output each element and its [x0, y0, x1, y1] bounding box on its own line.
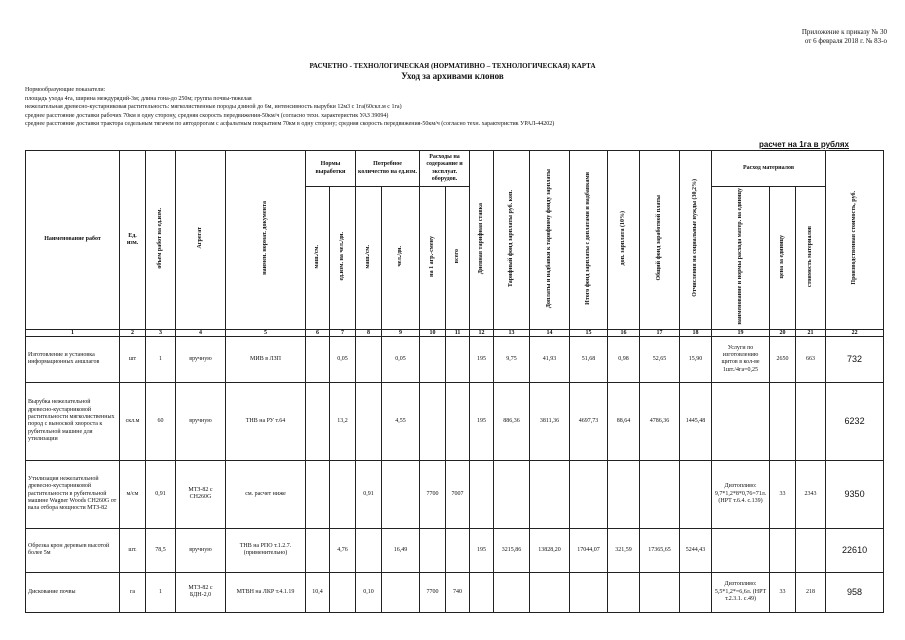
- table-cell: [306, 528, 330, 572]
- table-cell: [420, 336, 446, 382]
- table-row: [26, 572, 884, 612]
- table-cell: [306, 460, 330, 528]
- table-cell: [420, 382, 446, 460]
- header-expenses-group: Расходы на содержание и эксплуат. оборудов.: [420, 151, 470, 187]
- table-cell: 663: [796, 336, 826, 382]
- param-line: нежелательная древесно-кустарниковая растительность: мягколиственные породы дзиной до 6м, интенсивность вырубки 12м3 с 1га(60скл.м с 1га): [25, 104, 402, 111]
- header-work-name: Наименование работ: [26, 151, 120, 330]
- header-normative-doc: наимен. нормат. документа: [261, 201, 268, 276]
- header-total: всего: [453, 249, 460, 264]
- header-unit: Ед. изм.: [120, 151, 146, 330]
- table-cell: [770, 528, 796, 572]
- table-cell: [446, 382, 470, 460]
- table-cell: [608, 572, 640, 612]
- table-cell: [712, 528, 770, 572]
- table-cell: 195: [470, 382, 494, 460]
- table-cell: 9,75: [494, 336, 530, 382]
- table-cell: [608, 460, 640, 528]
- column-number: 9: [382, 329, 420, 336]
- table-cell: 88,64: [608, 382, 640, 460]
- table-cell: [530, 572, 570, 612]
- document-title: РАСЧЕТНО - ТЕХНОЛОГИЧЕСКАЯ (НОРМАТИВНО – ТЕХНОЛОГИЧЕСКАЯ) КАРТА: [309, 62, 596, 70]
- header-need-group: Потребное количество на ед.изм.: [356, 151, 420, 187]
- table-cell: 4697,73: [570, 382, 608, 460]
- column-number-row: [26, 329, 884, 336]
- table-cell: 52,65: [640, 336, 680, 382]
- header-total-wage-fund: Итого фонд зарплаты с доплатами и надбавками: [584, 171, 591, 305]
- header-material-cost: стоимость материалов: [806, 225, 813, 287]
- header-volume: объем работ на ед.изм.: [156, 207, 163, 269]
- table-cell: 16,49: [382, 528, 420, 572]
- header-need-person-days: чел./дн.: [396, 245, 403, 267]
- table-cell: ТНВ на РПО т.1.2.7. (применительно): [226, 528, 306, 572]
- header-material-name: наименование и нормы расхода матер. на единицу: [736, 188, 743, 325]
- table-cell: [356, 528, 382, 572]
- param-line: Нормообразующие показатели:: [25, 87, 106, 93]
- header-unit-price: цена за единицу: [778, 234, 785, 278]
- table-cell: 195: [470, 336, 494, 382]
- table-cell: м/см: [120, 460, 146, 528]
- header-materials-group: Расход материалов: [712, 151, 826, 187]
- column-number: 13: [494, 329, 530, 336]
- table-cell: 195: [470, 528, 494, 572]
- table-cell: 4786,36: [640, 382, 680, 460]
- table-cell: 321,59: [608, 528, 640, 572]
- table-cell: [382, 460, 420, 528]
- table-cell: 3215,86: [494, 528, 530, 572]
- header-norms-group: Нормы выработки: [306, 151, 356, 187]
- table-cell: 51,68: [570, 336, 608, 382]
- table-row: [26, 382, 884, 460]
- table-cell: 13,2: [330, 382, 356, 460]
- table-cell: [640, 572, 680, 612]
- table-cell: 3811,36: [530, 382, 570, 460]
- table-cell: 17044,07: [570, 528, 608, 572]
- table-cell: [680, 460, 712, 528]
- table-cell: [330, 460, 356, 528]
- normative-parameters: [25, 86, 554, 129]
- header-machine-shifts: маш./см.: [313, 244, 320, 269]
- table-cell: [530, 460, 570, 528]
- table-cell: [382, 572, 420, 612]
- table-cell: 7700: [420, 460, 446, 528]
- param-line: среднее расстояние доставки трактора седельным тягачем по автодорогам с асфальтным покрытием 70км в одну сторону; средняя скорость передвижения-50км/ч (согласно техн. характеристик УРАЛ-44202): [25, 121, 555, 128]
- table-row: [26, 336, 884, 382]
- header-daily-rate: Дневная тарифная ставка: [477, 202, 484, 274]
- table-cell: шт.: [120, 528, 146, 572]
- table-cell: 33: [770, 572, 796, 612]
- per-hectare-note: расчет на 1га в рублях: [759, 140, 849, 149]
- table-cell: [470, 460, 494, 528]
- column-number: 7: [330, 329, 356, 336]
- annex-line-2: от 6 февраля 2018 г. № 83-о: [804, 37, 887, 45]
- table-cell: 10,4: [306, 572, 330, 612]
- table-cell: [712, 382, 770, 460]
- work-name-cell: Обрезка крон деревьев высотой более 5м: [26, 528, 120, 572]
- table-cell: МТЗ-82 с БДН-2,0: [176, 572, 226, 612]
- header-aggregate: Агрегат: [196, 227, 203, 250]
- table-cell: МТЗ-82 с CH260G: [176, 460, 226, 528]
- table-cell: 1445,48: [680, 382, 712, 460]
- table-cell: 1: [146, 572, 176, 612]
- table-cell: 740: [446, 572, 470, 612]
- column-number: 4: [176, 329, 226, 336]
- table-cell: вручную: [176, 336, 226, 382]
- table-cell: 0,10: [356, 572, 382, 612]
- column-number: 21: [796, 329, 826, 336]
- header-social-deductions: Отчисления на социальные нужды (30,2%): [691, 179, 698, 298]
- table-cell: [356, 382, 382, 460]
- work-name-cell: Изготовление и установка информационных аншлагов: [26, 336, 120, 382]
- column-number: 12: [470, 329, 494, 336]
- column-number: 11: [446, 329, 470, 336]
- document-subtitle: Уход за архивами клонов: [401, 71, 504, 81]
- table-cell: 0,05: [330, 336, 356, 382]
- table-cell: 33: [770, 460, 796, 528]
- table-cell: 0,91: [356, 460, 382, 528]
- table-cell: 218: [796, 572, 826, 612]
- table-cell: [570, 460, 608, 528]
- annex-note: [802, 28, 887, 46]
- column-number: 19: [712, 329, 770, 336]
- table-cell: вручную: [176, 382, 226, 460]
- column-number: 8: [356, 329, 382, 336]
- table-cell: [640, 460, 680, 528]
- table-cell: 41,93: [530, 336, 570, 382]
- column-number: 5: [226, 329, 306, 336]
- column-number: 1: [26, 329, 120, 336]
- table-cell: [446, 528, 470, 572]
- table-cell: 15,90: [680, 336, 712, 382]
- column-number: 16: [608, 329, 640, 336]
- table-cell: [306, 382, 330, 460]
- production-cost-cell: 9350: [826, 460, 884, 528]
- column-number: 20: [770, 329, 796, 336]
- production-cost-cell: 958: [826, 572, 884, 612]
- work-name-cell: Утилизация нежелательной древесно-кустарниковой растительности в рубительной машине Wagner Woods CH260G от вала отбора мощности МТЗ-82: [26, 460, 120, 528]
- table-cell: см. расчет ниже: [226, 460, 306, 528]
- table-cell: 1: [146, 336, 176, 382]
- table-cell: 60: [146, 382, 176, 460]
- table-row: [26, 460, 884, 528]
- table-cell: 4,76: [330, 528, 356, 572]
- table-row: [26, 528, 884, 572]
- table-cell: Дизтопливо: 5,5*1,2*=6,6л. (НРТ т.2.3.1. с.49): [712, 572, 770, 612]
- table-cell: 0,91: [146, 460, 176, 528]
- table-cell: [570, 572, 608, 612]
- table-cell: 7007: [446, 460, 470, 528]
- column-number: 17: [640, 329, 680, 336]
- table-cell: 4,55: [382, 382, 420, 460]
- table-cell: [356, 336, 382, 382]
- work-name-cell: Вырубка нежелательной древесно-кустарниковой растительности мягколиственных пород с выноской хвороста к рубительной машине для утилизации: [26, 382, 120, 460]
- table-cell: 7700: [420, 572, 446, 612]
- column-number: 2: [120, 329, 146, 336]
- table-cell: 17365,65: [640, 528, 680, 572]
- table-cell: Услуги по изготовлению щитов в кол-ве 1шт./4га=0,25: [712, 336, 770, 382]
- work-name-cell: Дискование почвы: [26, 572, 120, 612]
- tech-card-table: [25, 150, 884, 613]
- table-cell: [770, 382, 796, 460]
- column-number: 6: [306, 329, 330, 336]
- header-production-cost: Производственная стоимость, руб.: [850, 191, 857, 286]
- table-cell: [796, 382, 826, 460]
- column-number: 15: [570, 329, 608, 336]
- table-cell: 13828,20: [530, 528, 570, 572]
- header-surcharges: Доплаты и надбавки к тарифному фонду зарплаты: [545, 168, 552, 308]
- table-cell: [680, 572, 712, 612]
- table-cell: 78,5: [146, 528, 176, 572]
- table-cell: 5244,43: [680, 528, 712, 572]
- table-cell: ТНВ на РУ т.64: [226, 382, 306, 460]
- param-line: среднее расстояние доставки рабочих 70км в одну сторону, средняя скорость передвижения-50км/ч (согласно техн. характеристик УАЗ 39094): [25, 112, 389, 119]
- table-cell: [306, 336, 330, 382]
- production-cost-cell: 22610: [826, 528, 884, 572]
- production-cost-cell: 6232: [826, 382, 884, 460]
- table-cell: 886,36: [494, 382, 530, 460]
- column-number: 22: [826, 329, 884, 336]
- param-line: площадь ухода 4га, ширина междурядий-3м; длина гона-до 250м; группа почвы-тяжелая: [25, 95, 252, 102]
- table-cell: МИВ в ЛЗП: [226, 336, 306, 382]
- column-number: 10: [420, 329, 446, 336]
- column-number: 3: [146, 329, 176, 336]
- header-additional-wage: доп. зарплата (10%): [619, 211, 626, 266]
- header-per-shift: на 1 агр.-смену: [428, 235, 435, 277]
- production-cost-cell: 732: [826, 336, 884, 382]
- column-number: 18: [680, 329, 712, 336]
- table-cell: вручную: [176, 528, 226, 572]
- column-number: 14: [530, 329, 570, 336]
- table-cell: МТВН на ЛКР т.4.1.19: [226, 572, 306, 612]
- table-cell: [420, 528, 446, 572]
- table-cell: [494, 460, 530, 528]
- annex-line-1: Приложение к приказу № 30: [801, 28, 887, 36]
- table-cell: [796, 528, 826, 572]
- header-tariff-fund: Тарифный фонд зарплаты руб. коп.: [507, 189, 514, 287]
- header-units-per-person-day: ед.изм. на чел./дн.: [338, 232, 345, 281]
- table-cell: 0,05: [382, 336, 420, 382]
- table-cell: 2343: [796, 460, 826, 528]
- header-general-wage-fund: Общий фонд заработной платы: [655, 195, 662, 282]
- table-cell: [330, 572, 356, 612]
- table-cell: [494, 572, 530, 612]
- table-cell: га: [120, 572, 146, 612]
- table-cell: Дизтопливо: 9,7*1,2*8*0,76=71л. (НРТ т.6.4. с.139): [712, 460, 770, 528]
- table-cell: [470, 572, 494, 612]
- table-cell: скл.м: [120, 382, 146, 460]
- table-cell: 0,98: [608, 336, 640, 382]
- header-need-machine-shifts: маш./см.: [364, 244, 371, 269]
- table-cell: [446, 336, 470, 382]
- table-cell: 2650: [770, 336, 796, 382]
- table-cell: шт: [120, 336, 146, 382]
